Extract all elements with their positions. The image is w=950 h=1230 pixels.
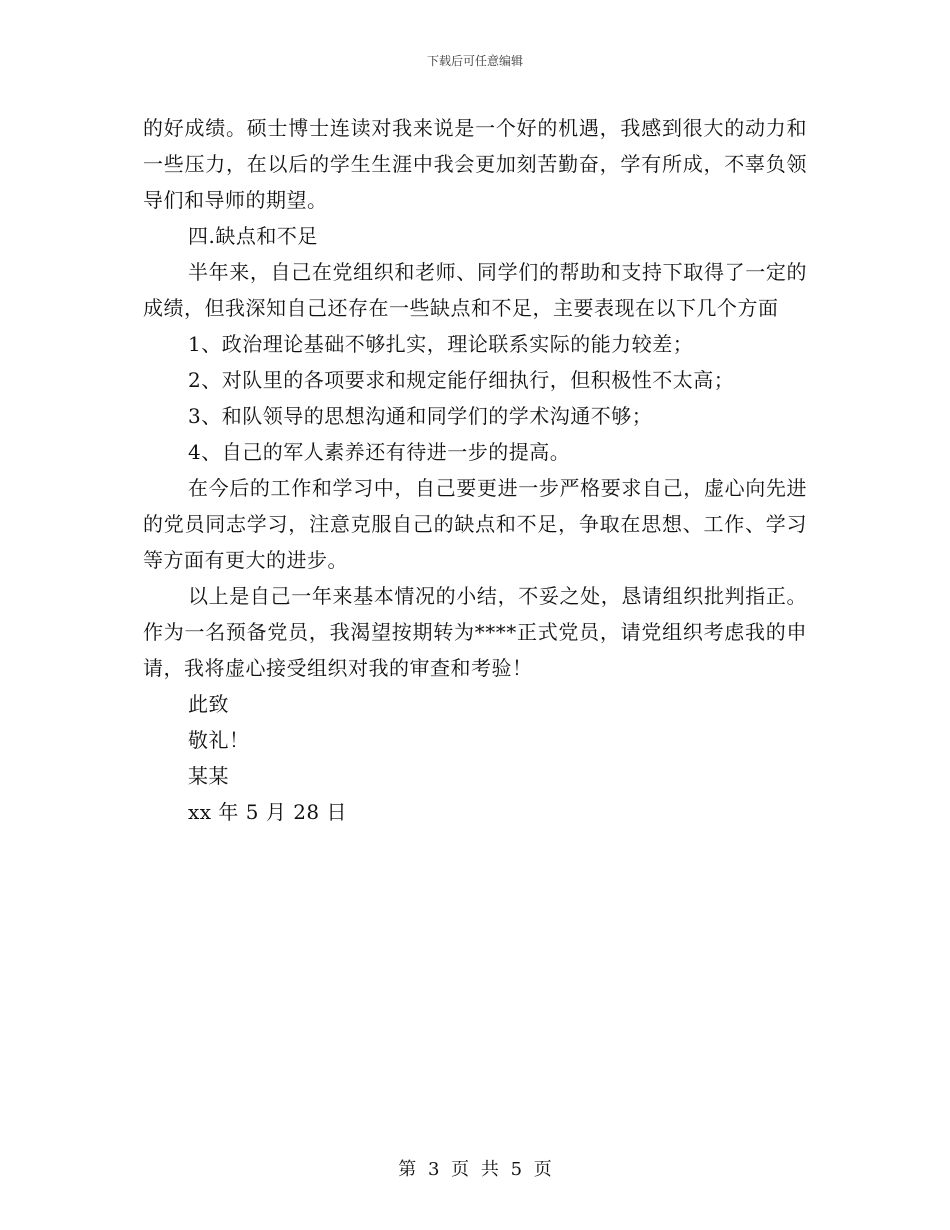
paragraph: 半年来，自己在党组织和老师、同学们的帮助和支持下取得了一定的成绩，但我深知自己还存在一些缺点和不足，主要表现在以下几个方面 xyxy=(143,260,807,320)
list-item: 4、自己的军人素养还有待进一步的提高。 xyxy=(188,440,571,464)
section-heading: 四.缺点和不足 xyxy=(188,224,318,248)
list-item: 1、政治理论基础不够扎实，理论联系实际的能力较差； xyxy=(188,332,694,356)
paragraph: 以上是自己一年来基本情况的小结，不妥之处，恳请组织批判指正。作为一名预备党员，我渴望按期转为****正式党员，请党组织考虑我的申请，我将虚心接受组织对我的审查和考验！ xyxy=(143,584,807,680)
list-item: 2、对队里的各项要求和规定能仔细执行，但积极性不太高； xyxy=(188,368,735,392)
list-item: 3、和队领导的思想沟通和同学们的学术沟通不够； xyxy=(188,404,653,428)
page-number-footer: 第 3 页 共 5 页 xyxy=(398,1159,552,1180)
closing-respect: 敬礼！ xyxy=(188,728,250,752)
document-body xyxy=(143,110,807,830)
signature: 某某 xyxy=(188,764,229,788)
page-header: 下载后可任意编辑 xyxy=(426,54,523,68)
closing-salutation: 此致 xyxy=(188,692,229,716)
date: xx 年 5 月 28 日 xyxy=(188,800,348,824)
paragraph: 在今后的工作和学习中，自己要更进一步严格要求自己，虚心向先进的党员同志学习，注意克服自己的缺点和不足，争取在思想、工作、学习等方面有更大的进步。 xyxy=(143,476,807,572)
paragraph-continuation: 的好成绩。硕士博士连读对我来说是一个好的机遇，我感到很大的动力和一些压力，在以后的学生生涯中我会更加刻苦勤奋，学有所成，不辜负领导们和导师的期望。 xyxy=(143,116,807,212)
